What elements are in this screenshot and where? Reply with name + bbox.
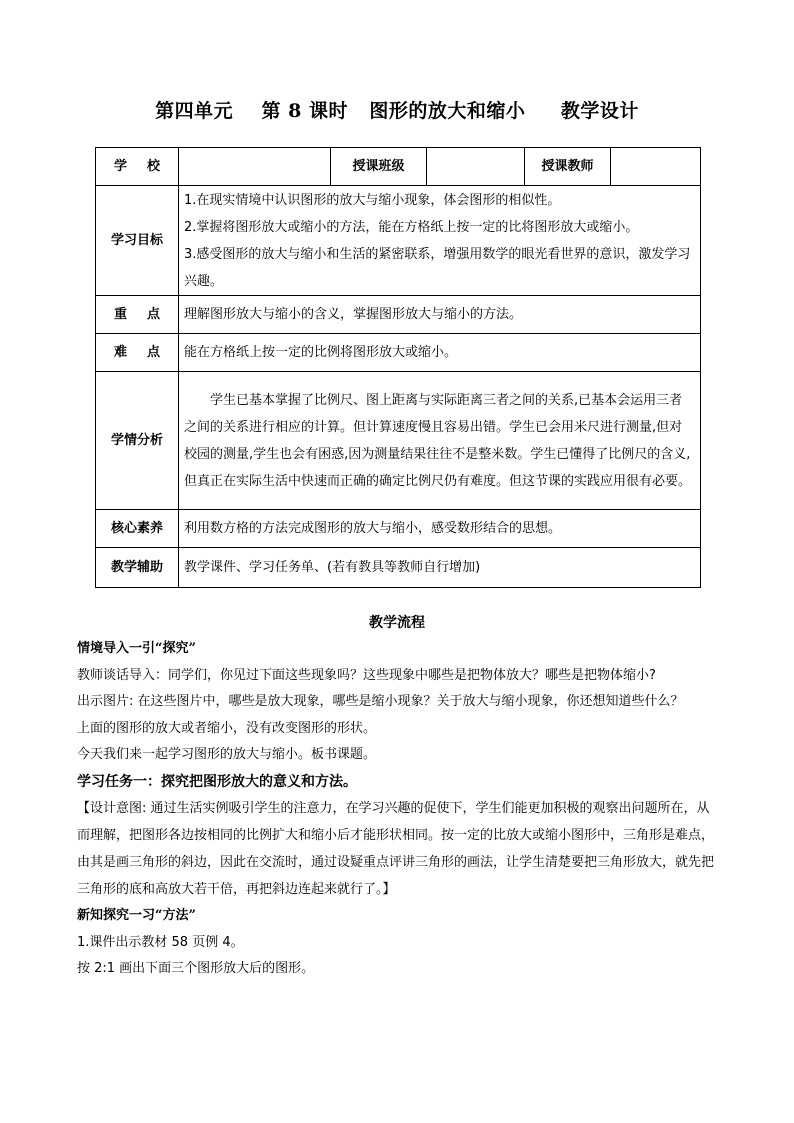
goal-item: 2.掌握将图形放大或缩小的方法，能在方格纸上按一定的比将图形放大或缩小。 [184, 219, 639, 235]
design-intent: 【设计意图: 通过生活实例吸引学生的注意力，在学习兴趣的促使下，学生们能更加积极的观察出问题所在，从而理解，把图形各边按相同的比例扩大和缩小后才能形状相同。按一定的比放大或缩小图形中，三角形是难点，由其是画三角形的斜边，因此在交流时，通过设疑重点评讲三角形的画法，让学生清楚要把三角形放大，就先把三角形的底和高放大若干倍，再把斜边连起来就行了。】 [77, 801, 715, 897]
process-title: 教学流程 [369, 615, 425, 631]
class-value [427, 148, 525, 186]
table-row-school [96, 148, 701, 186]
explore-heading: 新知探究一习“方法” [77, 908, 196, 923]
intro-heading: 情境导入一引“探究” [77, 641, 196, 656]
aids-label: 教学辅助 [96, 548, 179, 588]
explore-line: 1.课件出示教材 58 页例 4。 [77, 934, 244, 950]
difficulty-content: 能在方格纸上按一定的比例将图形放大或缩小。 [179, 334, 701, 372]
table-row-analysis [96, 372, 701, 510]
analysis-content: 学生已基本掌握了比例尺、图上距离与实际距离三者之间的关系,已基本会运用三者之间的关系进行相应的计算。但计算速度慢且容易出错。学生已会用米尺进行测量,但对校园的测量,学生也会有困惑,因为测量结果往往不是整米数。学生已懂得了比例尺的含义,但真正在实际生活中快速而正确的确定比例尺仍有难度。但这节课的实践应用很有必要。 [179, 372, 701, 510]
aids-content: 教学课件、学习任务单、(若有教具等教师自行增加) [179, 548, 701, 588]
goals-label: 学习目标 [96, 186, 179, 296]
goal-item: 3.感受图形的放大与缩小和生活的紧密联系，增强用数学的眼光看世界的意识，激发学习兴趣。 [184, 246, 691, 289]
teacher-label: 授课教师 [525, 148, 611, 186]
explore-line: 按 2:1 画出下面三个图形放大后的图形。 [77, 961, 315, 976]
process-body [77, 636, 717, 983]
goals-content [179, 186, 701, 296]
intro-line: 教师谈话导入：同学们，你见过下面这些现象吗？这些现象中哪些是把物体放大？哪些是把物体缩小? [77, 667, 656, 683]
core-content: 利用数方格的方法完成图形的放大与缩小，感受数形结合的思想。 [179, 510, 701, 548]
key-label: 重 点 [96, 296, 179, 334]
intro-line: 今天我们来一起学习图形的放大与缩小。板书课题。 [77, 747, 377, 762]
teacher-value [611, 148, 701, 186]
table-row-goals [96, 186, 701, 296]
task1-heading: 学习任务一：探究把图形放大的意义和方法。 [77, 773, 357, 790]
school-value [179, 148, 331, 186]
table-row-core [96, 510, 701, 548]
table-row-aids [96, 548, 701, 588]
analysis-label: 学情分析 [96, 372, 179, 510]
class-label: 授课班级 [331, 148, 427, 186]
intro-line: 上面的图形的放大或者缩小，没有改变图形的形状。 [77, 720, 377, 736]
school-label: 学 校 [96, 148, 179, 186]
document-title: 第四单元 第 8 课时 图形的放大和缩小 教学设计 [155, 100, 639, 122]
intro-line: 出示图片: 在这些图片中，哪些是放大现象，哪些是缩小现象？关于放大与缩小现象，你还想知道些什么？ [77, 694, 684, 709]
goal-item: 1.在现实情境中认识图形的放大与缩小现象，体会图形的相似性。 [184, 192, 561, 208]
table-row-key [96, 296, 701, 334]
lesson-info-table [95, 147, 701, 588]
key-content: 理解图形放大与缩小的含义，掌握图形放大与缩小的方法。 [179, 296, 701, 334]
core-label: 核心素养 [96, 510, 179, 548]
table-row-difficulty [96, 334, 701, 372]
difficulty-label: 难 点 [96, 334, 179, 372]
